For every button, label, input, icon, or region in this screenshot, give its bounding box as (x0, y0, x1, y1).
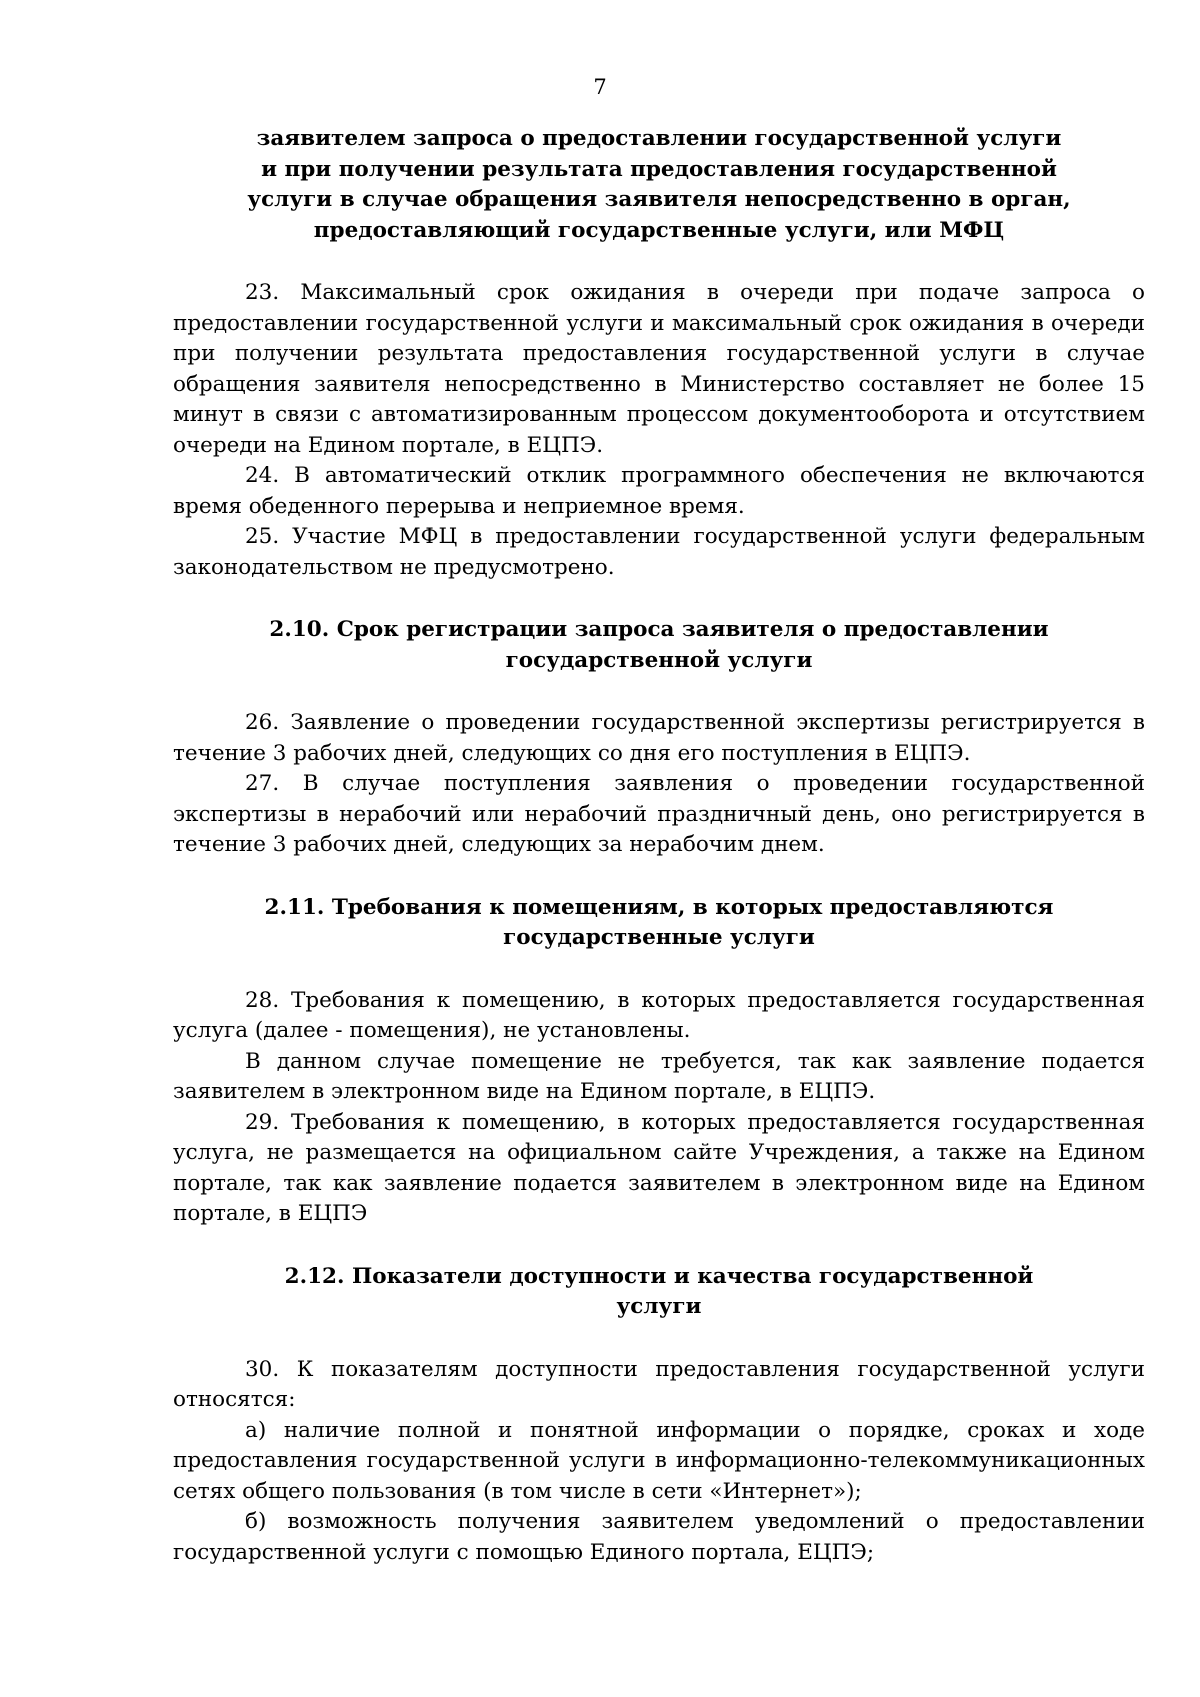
section-queue-wait (173, 124, 1145, 583)
section-heading (173, 1262, 1145, 1323)
paragraph: 30. К показателям доступности предоставления государственной услуги относятся: (173, 1356, 1145, 1412)
heading-line: и при получении результата предоставления государственной (261, 156, 1057, 182)
paragraph: В данном случае помещение не требуется, так как заявление подается заявителем в электронном виде на Едином портале, в ЕЦПЭ. (173, 1048, 1145, 1104)
paragraph: 24. В автоматический отклик программного обеспечения не включаются время обеденного перерыва и неприемное время. (173, 463, 1145, 519)
section-2-10 (173, 615, 1145, 861)
section-2-12 (173, 1262, 1145, 1569)
heading-line: государственной услуги (505, 647, 813, 673)
heading-line: услуги в случае обращения заявителя непосредственно в орган, (247, 187, 1071, 212)
page-number: 7 (593, 75, 607, 99)
heading-line: государственные услуги (503, 925, 815, 950)
heading-line: 2.11. Требования к помещениям, в которых предоставляются (264, 894, 1054, 920)
section-heading (173, 615, 1145, 676)
heading-line: услуги (616, 1294, 702, 1319)
page-content (173, 124, 1145, 1568)
heading-line: предоставляющий государственные услуги, или МФЦ (313, 217, 1005, 243)
section-heading (173, 124, 1145, 246)
paragraph: 23. Максимальный срок ожидания в очереди при подаче запроса о предоставлении государственной услуги и максимальный срок ожидания в очереди при получении результата предоставления государственной услуги в случае обращения заявителя непосредственно в Министерство составляет не более 15 минут в связи с автоматизированным процессом документооборота и отсутствием очереди на Едином портале, в ЕЦПЭ. (173, 280, 1145, 458)
paragraph: 29. Требования к помещению, в которых предоставляется государственная услуга, не размещается на официальном сайте Учреждения, а также на Едином портале, так как заявление подается заявителем в электронном виде на Едином портале, в ЕЦПЭ (173, 1109, 1145, 1226)
paragraph: а) наличие полной и понятной информации о порядке, сроках и ходе предоставления государственной услуги в информационно-телекоммуникационных сетях общего пользования (в том числе в сети «Интернет»); (173, 1417, 1145, 1504)
section-2-11 (173, 893, 1145, 1230)
paragraph: 28. Требования к помещению, в которых предоставляется государственная услуга (далее - помещения), не установлены. (173, 987, 1145, 1043)
paragraph: 27. В случае поступления заявления о проведении государственной экспертизы в нерабочий или нерабочий праздничный день, оно регистрируется в течение 3 рабочих дней, следующих за нерабочим днем. (173, 771, 1145, 857)
heading-line: 2.10. Срок регистрации запроса заявителя о предоставлении (269, 617, 1049, 642)
heading-line: заявителем запроса о предоставлении государственной услуги (256, 126, 1062, 151)
paragraph: б) возможность получения заявителем уведомлений о предоставлении государственной услуги с помощью Единого портала, ЕЦПЭ; (173, 1509, 1145, 1565)
heading-line: 2.12. Показатели доступности и качества государственной (284, 1263, 1034, 1289)
paragraph: 25. Участие МФЦ в предоставлении государственной услуги федеральным законодательством не предусмотрено. (173, 524, 1145, 580)
paragraph: 26. Заявление о проведении государственной экспертизы регистрируется в течение 3 рабочих дней, следующих со дня его поступления в ЕЦПЭ. (173, 710, 1145, 766)
section-heading (173, 893, 1145, 954)
